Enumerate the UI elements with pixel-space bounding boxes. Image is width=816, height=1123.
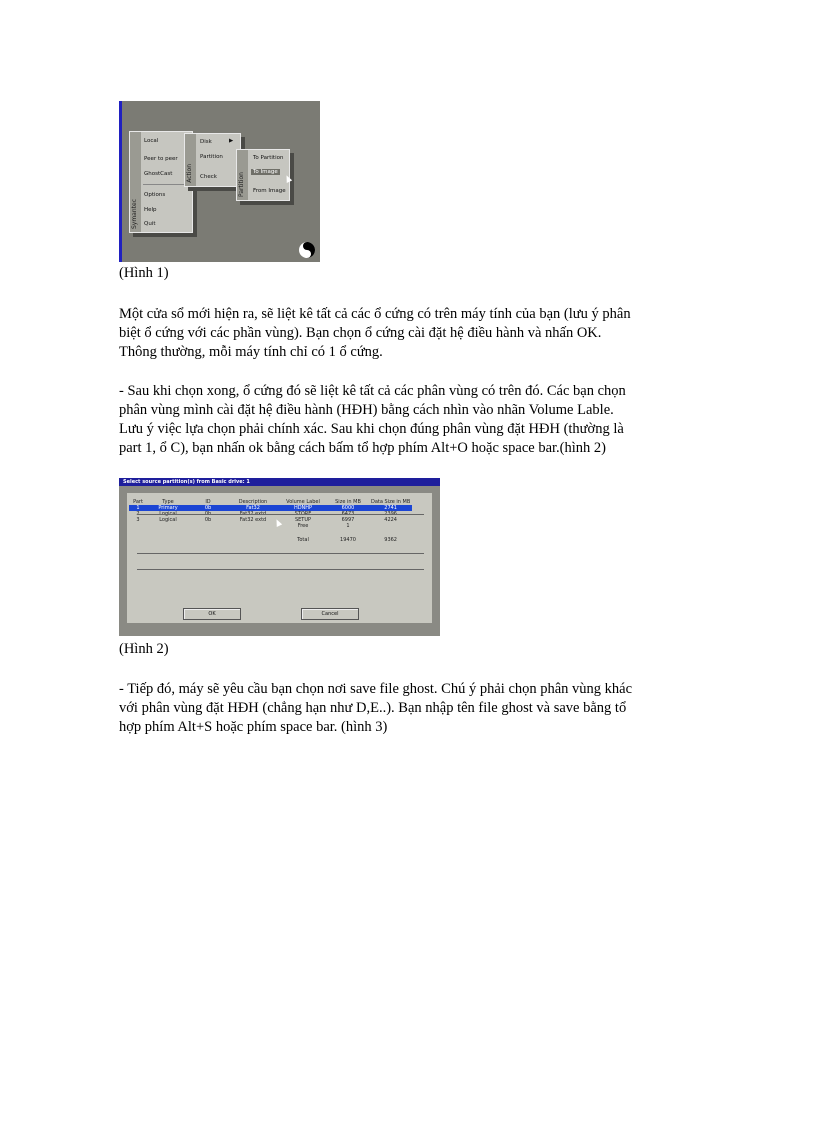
col-data-size: Data Size in MB <box>371 498 411 505</box>
yin-yang-icon <box>299 242 315 258</box>
menu-item-partition[interactable]: Partition <box>200 154 223 160</box>
paragraph-line: phân vùng mình cài đặt hệ điều hành (HĐH) bằng cách nhìn vào nhãn Volume Lable. <box>119 402 614 418</box>
paragraph-line: - Tiếp đó, máy sẽ yêu cầu bạn chọn nơi save file ghost. Chú ý phải chọn phân vùng khác <box>119 681 633 697</box>
cell: 19470 <box>340 537 356 543</box>
menu-item-ghostcast[interactable]: GhostCast <box>144 171 173 177</box>
action-menu-strip-label: Action <box>186 164 193 183</box>
paragraph-3 <box>119 680 699 737</box>
menu-item-options[interactable]: Options <box>144 192 166 198</box>
menu-item-from-image[interactable]: From Image <box>253 188 286 194</box>
partition-menu-strip-label: Partition <box>238 171 245 197</box>
col-size: Size in MB <box>335 498 361 505</box>
figure-2-partition-dialog <box>119 478 440 636</box>
col-type: Type <box>162 498 174 505</box>
paragraph-line: hợp phím Alt+S hoặc phím space bar. (hình 3) <box>119 719 388 735</box>
cell: 6000 <box>327 505 369 511</box>
caption-figure-2: (Hình 2) <box>119 641 169 657</box>
cell <box>189 537 227 543</box>
table-divider <box>137 569 424 570</box>
col-description: Description <box>238 498 268 505</box>
cell: 1 <box>346 523 350 529</box>
cell: Primary <box>147 505 189 511</box>
paragraph-line: - Sau khi chọn xong, ổ cứng đó sẽ liệt kê tất cả các phân vùng có trên đó. Các bạn chọn <box>119 383 626 399</box>
menu-item-check[interactable]: Check <box>200 174 217 180</box>
partition-menu <box>236 149 290 201</box>
cancel-button[interactable]: Cancel <box>301 608 359 620</box>
cell: Logical <box>159 517 177 523</box>
partition-menu-strip <box>237 150 248 200</box>
cell <box>227 537 279 543</box>
cell: 2741 <box>369 505 412 511</box>
dialog-title-bar <box>119 478 440 486</box>
menu-separator <box>143 184 189 185</box>
paragraph-line: Thông thường, mỗi máy tính chỉ có 1 ổ cứng. <box>119 344 383 360</box>
cell: 4224 <box>384 517 397 523</box>
paragraph-line: Lưu ý việc lựa chọn phải chính xác. Sau khi chọn đúng phân vùng đặt HĐH (thường là <box>119 421 624 437</box>
cell: Free <box>297 523 309 529</box>
cell: 0b <box>204 517 212 523</box>
figure-1-ghost-menu <box>119 101 320 262</box>
cell: Fat32 <box>227 505 279 511</box>
paragraph-line: biệt ổ cứng với các phần vùng). Bạn chọn ổ cứng cài đặt hệ điều hành và nhấn OK. <box>119 325 602 341</box>
menu-item-local[interactable]: Local <box>144 138 159 144</box>
main-menu-strip <box>130 132 141 232</box>
cell <box>129 537 147 543</box>
table-divider <box>137 514 424 515</box>
menu-item-peer-to-peer[interactable]: Peer to peer <box>144 156 178 162</box>
cell: Total <box>297 537 309 543</box>
cell: 9362 <box>384 537 397 543</box>
caption-figure-1: (Hình 1) <box>119 265 169 281</box>
paragraph-line: với phân vùng đặt HĐH (chẳng hạn như D,E..). Bạn nhập tên file ghost và save bằng tổ <box>119 700 627 716</box>
action-menu <box>184 133 241 187</box>
paragraph-2 <box>119 382 699 458</box>
menu-item-to-image[interactable]: To Image <box>253 169 278 175</box>
cell: HDNHP <box>279 505 327 511</box>
action-menu-strip <box>185 134 196 186</box>
cell: 0b <box>189 505 227 511</box>
col-id: ID <box>205 498 211 505</box>
partition-table <box>129 498 412 543</box>
col-volume-label: Volume Label <box>286 498 320 505</box>
cell: Fat32 extd <box>239 517 267 523</box>
ok-button[interactable]: OK <box>183 608 241 620</box>
cell <box>147 537 189 543</box>
total-row <box>129 537 412 543</box>
col-part: Part <box>133 498 143 505</box>
cell: 6997 <box>341 517 355 523</box>
paragraph-line: part 1, ổ C), bạn nhấn ok bằng cách bấm tổ hợp phím Alt+O hoặc space bar.(hình 2) <box>119 440 606 456</box>
spacer-row <box>129 529 412 537</box>
dialog-title: Select source partition(s) from Basic drive: 1 <box>123 479 250 485</box>
menu-item-disk[interactable]: Disk <box>200 139 212 145</box>
screen-edge <box>119 101 122 262</box>
menu-item-to-partition[interactable]: To Partition <box>253 155 284 161</box>
cell: 3 <box>136 517 140 523</box>
menu-item-help[interactable]: Help <box>144 207 157 213</box>
paragraph-line: Một cửa sổ mới hiện ra, sẽ liệt kê tất cả các ổ cứng có trên máy tính của bạn (lưu ý phân <box>119 306 631 322</box>
table-divider <box>137 553 424 554</box>
cell: SETUP <box>294 517 312 523</box>
paragraph-1 <box>119 305 699 362</box>
main-menu-strip-label: Symantec <box>131 198 138 229</box>
cell: 1 <box>129 505 147 511</box>
menu-item-quit[interactable]: Quit <box>144 221 156 227</box>
chevron-right-icon: ▶ <box>229 138 234 144</box>
